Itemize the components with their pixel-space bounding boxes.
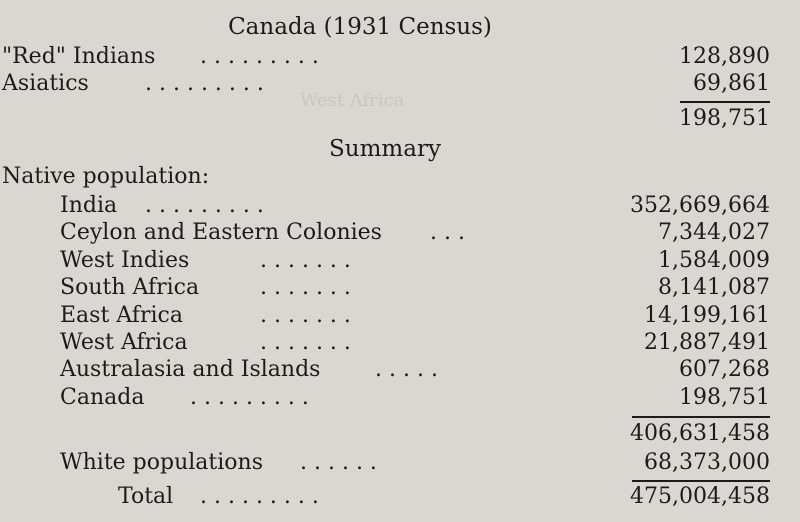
row-label: South Africa [60,275,200,300]
subtotal-rule [632,416,770,418]
row-label: Asiatics [2,71,89,96]
total-rule [632,480,770,482]
table-row [0,71,800,101]
leader-dots: . . . . . . . [260,330,351,355]
table-row [0,357,800,387]
bleed-through: West Africa [300,90,405,111]
leader-dots: . . . . . . . [260,248,351,273]
table-row [0,330,800,360]
grand-total: 475,004,458 [630,484,770,509]
table-row [0,450,800,480]
row-value: 21,887,491 [644,330,770,355]
row-label: Canada [60,385,145,410]
table-row [0,44,800,74]
summary-heading: Summary [329,136,441,162]
subtotal-row [0,421,800,451]
leader-dots: . . . . . . . . . [190,385,309,410]
row-label: India [60,193,118,218]
table-row [0,303,800,333]
row-value: 69,861 [693,71,770,96]
leader-dots: . . . . . . [300,450,377,475]
canada-total: 198,751 [679,106,770,131]
leader-dots: . . . . . . . . . [200,44,319,69]
total-label: Total [118,484,174,509]
row-label: West Africa [60,330,188,355]
row-label: East Africa [60,303,183,328]
row-label: Ceylon and Eastern Colonies [60,220,382,245]
subtotal-row [0,106,800,136]
table-row [0,220,800,250]
row-value: 352,669,664 [630,193,770,218]
native-population-header: Native population: [2,164,210,189]
table-row [0,193,800,223]
row-value: 607,268 [679,357,770,382]
row-value: 14,199,161 [644,303,770,328]
row-value: 8,141,087 [658,275,770,300]
row-label: White populations [60,450,263,475]
row-value: 7,344,027 [658,220,770,245]
leader-dots: . . . . . . . [260,303,351,328]
row-value: 128,890 [679,44,770,69]
row-label: West Indies [60,248,190,273]
table-row [0,275,800,305]
leader-dots: . . . . . [375,357,438,382]
row-label: Australasia and Islands [60,357,321,382]
row-value: 1,584,009 [658,248,770,273]
leader-dots: . . . . . . . . . [145,71,264,96]
subtotal-rule [680,101,770,103]
leader-dots: . . . . . . . . . [145,193,264,218]
table-row [0,385,800,415]
native-subtotal: 406,631,458 [630,421,770,446]
row-value: 68,373,000 [644,450,770,475]
section-header [0,164,800,194]
total-row [0,484,800,514]
leader-dots: . . . . . . . . . [200,484,319,509]
leader-dots: . . . [430,220,465,245]
table-row [0,248,800,278]
leader-dots: . . . . . . . [260,275,351,300]
row-value: 198,751 [679,385,770,410]
canada-heading: Canada (1931 Census) [228,14,492,40]
row-label: "Red" Indians [2,44,156,69]
